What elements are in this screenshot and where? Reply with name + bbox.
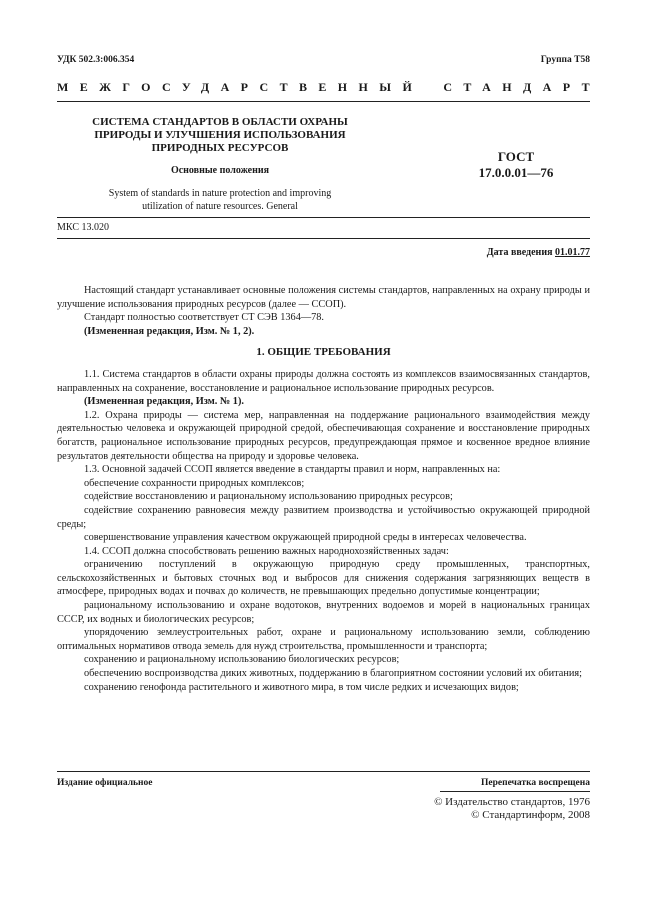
effective-date-value: 01.01.77 bbox=[555, 247, 590, 258]
effective-date bbox=[487, 247, 590, 258]
copyright-line: © Издательство стандартов, 1976 bbox=[434, 796, 590, 808]
list-item: сохранению генофонда растительного и животного мира, в том числе редких и исчезающих видов; bbox=[84, 681, 519, 693]
list-item: содействие сохранению равновесия между развитием производства и устойчивостью окружающей природной среды; bbox=[57, 504, 590, 530]
list-item: обеспечение сохранности природных комплексов; bbox=[84, 477, 305, 489]
mks-code: МКС 13.020 bbox=[57, 222, 109, 233]
document-subtitle: Основные положения bbox=[170, 165, 270, 176]
title-line: ПРИРОДЫ И УЛУЧШЕНИЯ ИСПОЛЬЗОВАНИЯ bbox=[94, 129, 346, 141]
revision-note: (Измененная редакция, Изм. № 1, 2). bbox=[84, 325, 255, 337]
document-title bbox=[60, 116, 380, 155]
list-item: сохранению и рациональному использованию биологических ресурсов; bbox=[84, 654, 400, 666]
mks-rule bbox=[57, 217, 590, 218]
udk-code: УДК 502.3:006.354 bbox=[57, 55, 135, 65]
header-rule bbox=[57, 101, 590, 102]
title-line: СИСТЕМА СТАНДАРТОВ В ОБЛАСТИ ОХРАНЫ bbox=[92, 116, 348, 128]
effective-date-label: Дата введения bbox=[486, 247, 553, 258]
revision-note: (Измененная редакция, Изм. № 1). bbox=[84, 396, 244, 408]
date-rule bbox=[57, 238, 590, 239]
list-item: рациональному использованию и охране водотоков, внутренних водоемов и морей в национальных границах СССР, их водных и биологических ресурсов; bbox=[57, 600, 590, 625]
list-item: ограничению поступлений в окружающую природную среду промышленных, транспортных, сельскохозяйственных и бытовых сточных вод и выбросов для снижения содержания загрязняющих веществ в атмосфере, природных водах и почвах до количеств, не превышающих предельно допустимые концентрации; bbox=[57, 559, 590, 598]
clause-1-1: 1.1. Система стандартов в области охраны природы должна состоять из комплексов взаимосвязанных стандартов, направленных на сохранение, восстановление и рациональное использование природных ресурсов. bbox=[57, 368, 590, 394]
clause-1-3: 1.3. Основной задачей ССОП является введение в стандарты правил и норм, направленных на: bbox=[84, 464, 501, 476]
footer-rule bbox=[57, 771, 590, 772]
group-code: Группа Т58 bbox=[540, 55, 590, 65]
intro-paragraph: Стандарт полностью соответствует СТ СЭВ 1364—78. bbox=[84, 312, 325, 324]
intro-paragraph: Настоящий стандарт устанавливает основные положения системы стандартов, направленных на охрану природы и улучшение использования природных ресурсов (далее — ССОП). bbox=[57, 285, 590, 310]
english-title-line: System of standards in nature protection and improving bbox=[108, 188, 332, 199]
official-edition-label: Издание официальное bbox=[57, 778, 153, 788]
banner-standard: СТАНДАРТ bbox=[443, 80, 601, 94]
english-title bbox=[60, 187, 380, 213]
list-item: содействие восстановлению и рациональному использованию природных ресурсов; bbox=[84, 491, 453, 503]
list-item: упорядочению землеустроительных работ, охране и рациональному использованию земли, соблюдению оптимальных нормативов отвода земель для нужд строительства, промышленности и транспорта; bbox=[57, 627, 590, 652]
document-body bbox=[57, 284, 590, 694]
list-item: совершенствование управления качеством окружающей природной среды в интересах человечества. bbox=[84, 532, 527, 544]
section-heading: 1. ОБЩИЕ ТРЕБОВАНИЯ bbox=[256, 346, 391, 359]
english-title-line: utilization of nature resources. General bbox=[142, 201, 298, 212]
banner-interstate: МЕЖГОСУДАРСТВЕННЫЙ bbox=[57, 80, 424, 94]
gost-designation bbox=[456, 149, 576, 181]
clause-1-4: 1.4. ССОП должна способствовать решению важных народнохозяйственных задач: bbox=[84, 545, 449, 557]
gost-number: 17.0.0.01—76 bbox=[478, 165, 554, 180]
copyright-block bbox=[434, 796, 590, 822]
list-item: обеспечению воспроизводства диких животных, поддержанию в благоприятном состоянии условий их обитания; bbox=[84, 668, 582, 680]
reprint-prohibited-label: Перепечатка воспрещена bbox=[480, 778, 590, 788]
title-line: ПРИРОДНЫХ РЕСУРСОВ bbox=[151, 142, 289, 154]
footer-right-rule bbox=[440, 791, 590, 792]
clause-1-2: 1.2. Охрана природы — система мер, направленная на поддержание рационального взаимодействия между деятельностью человека и окружающей природной средой, обеспечивающая сохранение и восстановление природных богатств, рациональное использование природных ресурсов, предупреждающая прямое и косвенное вредное влияние результатов деятельности общества на природу и здоровье человека. bbox=[57, 409, 590, 462]
gost-label: ГОСТ bbox=[497, 149, 535, 164]
copyright-line: © Стандартинформ, 2008 bbox=[471, 809, 590, 821]
